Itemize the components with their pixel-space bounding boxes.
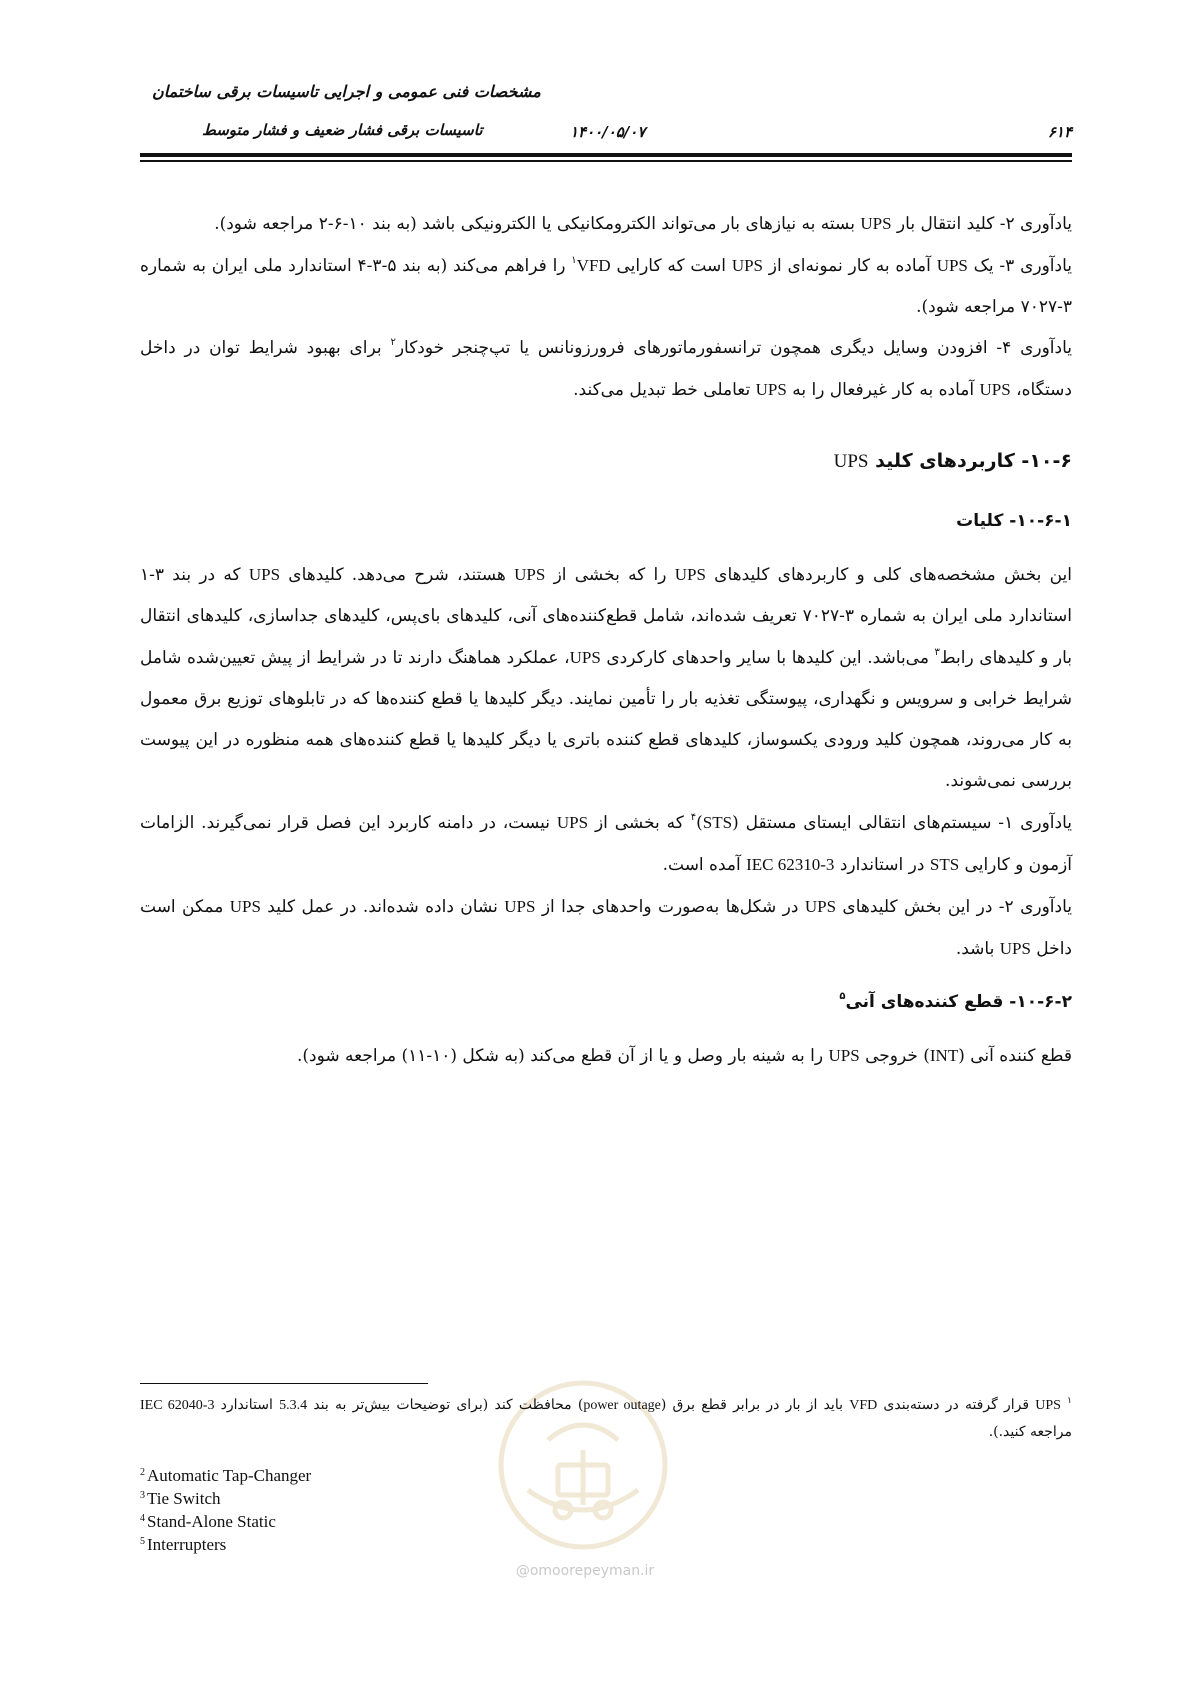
book-title: مشخصات فنی عمومی و اجرایی تاسیسات برقی ساختمان bbox=[152, 82, 541, 101]
text-run: که بخشی از bbox=[588, 813, 691, 833]
text-run: قطع کننده آنی ( bbox=[958, 1046, 1072, 1066]
footnote-item bbox=[140, 1510, 311, 1533]
text-run: برای بهبود شرایط توان در داخل دستگاه، bbox=[140, 338, 1072, 400]
text-run: تعاملی خط تبدیل می‌کند. bbox=[573, 380, 756, 400]
standard-ref: IEC 62040-3 bbox=[140, 1398, 215, 1413]
clause-number: 5.3.4 bbox=[279, 1398, 308, 1413]
term-ups: UPS bbox=[755, 380, 787, 399]
text-run: باید از بار در برابر قطع برق ( bbox=[660, 1397, 850, 1413]
term-power-outage: power outage bbox=[583, 1398, 661, 1413]
text-run: را که بخشی از bbox=[545, 565, 675, 585]
text-run: یادآوری ۲- کلید انتقال بار bbox=[891, 214, 1072, 234]
term-ups: UPS bbox=[979, 380, 1011, 399]
footnote-text: Automatic Tap-Changer bbox=[147, 1466, 312, 1485]
text-run: استاندارد bbox=[214, 1397, 280, 1413]
text-run: یادآوری ۴- افزودن وسایل دیگری همچون ترانسفورماتورهای فرورزونانس یا تپ‌چنجر خودکار bbox=[395, 338, 1073, 358]
text-run: هستند، شرح می‌دهد. کلیدهای bbox=[280, 565, 515, 585]
text-run: را به شینه بار وصل و یا از آن قطع می‌کند (به شکل (۱۰-۱۱) مراجعه شود). bbox=[296, 1046, 829, 1066]
term-ups: UPS bbox=[731, 256, 763, 275]
text-run: است که کارایی bbox=[610, 256, 732, 276]
footnote-text: Interrupters bbox=[147, 1535, 227, 1554]
term-ups: UPS bbox=[556, 813, 589, 832]
term-ups: UPS bbox=[569, 648, 601, 667]
term-sts: STS bbox=[702, 813, 733, 832]
subsection-heading-general: ۱۰-۶-۱- کلیات bbox=[956, 511, 1072, 531]
subsection-heading-interrupters bbox=[140, 982, 1072, 1023]
footnote-marker: 4 bbox=[140, 1513, 145, 1524]
footnote-marker: 2 bbox=[140, 1467, 145, 1478]
text-run: را فراهم می‌کند (به بند ۵-۳-۴ استاندارد ملی ایران به شماره ۳-۷۰۲۷ مراجعه شود). bbox=[140, 256, 1072, 317]
footnote-ref[interactable]: ۲ bbox=[390, 337, 396, 348]
heading-text: ۱۰-۶- کاربردهای کلید bbox=[868, 450, 1072, 472]
text-run: در شکل‌ها به‌صورت واحدهای جدا از bbox=[535, 897, 805, 917]
footnotes-latin bbox=[140, 1464, 311, 1556]
note-3-paragraph bbox=[140, 245, 1072, 328]
text-run: آمده است. bbox=[662, 855, 747, 875]
text-run: در استاندارد bbox=[834, 855, 930, 875]
text-run: ممکن است داخل bbox=[140, 897, 1072, 959]
text-run: نشان داده شده‌اند. در عمل کلید bbox=[260, 897, 505, 917]
footnote-ref[interactable]: ۳ bbox=[934, 647, 940, 658]
text-run: ) bbox=[696, 813, 703, 833]
text-run: آماده به کار غیرفعال را به bbox=[786, 380, 980, 400]
text-run: ، عملکرد هماهنگ دارند تا در شرایط از پیش تعیین‌شده شامل شرایط خرابی و سرویس و نگهداری، پیوستگی تغذیه بار را تأمین نمایند. دیگر کلیدها یا قطع کننده‌ها که در تابلوهای توزیع برق معمول به کار می‌روند، همچون کلید ورودی یکسوساز، کلیدهای قطع کننده باتری یا دیگر کلیدها یا قطع کننده‌های همه منظوره در این پیوست بررسی نمی‌شوند. bbox=[140, 648, 1072, 791]
text-run: مراجعه کنید.). bbox=[988, 1424, 1072, 1440]
footnote-ref[interactable]: ۱ bbox=[571, 255, 577, 266]
text-run: ) محافظت کند (برای توضیحات بیش‌تر به بند bbox=[307, 1397, 584, 1413]
term-ups: UPS bbox=[514, 565, 546, 584]
footnote-marker: 5 bbox=[140, 1536, 145, 1547]
text-run: آماده به کار نمونه‌ای از bbox=[763, 256, 937, 276]
text-run: بسته به نیازهای بار می‌تواند الکترومکانیکی یا الکترونیکی باشد (به بند ۱۰-۶-۲ مراجعه شود). bbox=[214, 214, 861, 234]
text-run: قرار گرفته در دسته‌بندی bbox=[877, 1397, 1036, 1413]
term-ups: UPS bbox=[1035, 1398, 1061, 1413]
text-run: یادآوری ۳- یک bbox=[967, 256, 1072, 276]
term-ups: UPS bbox=[674, 565, 706, 584]
term-ups: UPS bbox=[828, 1046, 860, 1065]
term-ups: UPS bbox=[248, 565, 281, 584]
footnote-item bbox=[140, 1487, 311, 1510]
footnote-marker: ۱ bbox=[1067, 1396, 1072, 1406]
header-meta-row bbox=[140, 121, 1072, 145]
text-run: نیست، در دامنه کاربرد این فصل قرار نمی‌گیرند. الزامات آزمون و کارایی bbox=[140, 813, 1072, 875]
text-run: می‌باشد. این کلیدها با سایر واحدهای کارکردی bbox=[600, 648, 935, 668]
watermark-site: @omoorepeyman.ir bbox=[515, 1563, 655, 1579]
text-run: این بخش مشخصه‌های کلی و کاربردهای کلیدهای bbox=[705, 565, 1073, 585]
footnote-ref[interactable]: ۵ bbox=[839, 991, 846, 1002]
footnote-text: Stand-Alone Static bbox=[147, 1512, 276, 1531]
heading-text: ۱۰-۶-۲- قطع کننده‌های آنی bbox=[845, 992, 1072, 1012]
note-2b-paragraph bbox=[140, 886, 1072, 970]
term-ups: UPS bbox=[833, 451, 869, 472]
text-run: باشد. bbox=[955, 939, 1000, 959]
section-subtitle: تاسیسات برقی فشار ضعیف و فشار متوسط bbox=[202, 121, 483, 139]
footnote-item bbox=[140, 1464, 311, 1487]
footnote-separator bbox=[140, 1383, 428, 1384]
note-4-paragraph bbox=[140, 328, 1072, 411]
revision-date: ۱۴۰۰/۰۵/۰۷ bbox=[570, 123, 646, 141]
term-ups: UPS bbox=[504, 897, 536, 916]
term-sts: STS bbox=[929, 855, 960, 874]
standard-ref: IEC 62310-3 bbox=[746, 855, 835, 874]
note-1-paragraph bbox=[140, 802, 1072, 886]
general-paragraph bbox=[140, 554, 1072, 802]
interrupter-paragraph bbox=[140, 1035, 1072, 1077]
note-2-paragraph bbox=[140, 203, 1072, 245]
term-ups: UPS bbox=[860, 214, 892, 233]
header-rule-thick bbox=[140, 153, 1072, 157]
footnote-1 bbox=[140, 1392, 1072, 1445]
text-run: یادآوری ۱- سیستم‌های انتقالی ایستای مستقل ( bbox=[732, 813, 1073, 833]
header-rule-thin bbox=[140, 160, 1072, 162]
term-ups: UPS bbox=[229, 897, 261, 916]
term-ups: UPS bbox=[804, 897, 837, 916]
term-ups: UPS bbox=[999, 939, 1031, 958]
body-text bbox=[140, 203, 1072, 1077]
page-number: ۶۱۴ bbox=[1047, 123, 1072, 141]
running-header bbox=[140, 78, 1072, 163]
footnote-item bbox=[140, 1533, 311, 1556]
text-run: ) خروجی bbox=[859, 1046, 930, 1066]
text-run: یادآوری ۲- در این بخش کلیدهای bbox=[836, 897, 1072, 917]
term-vfd: VFD bbox=[849, 1398, 878, 1413]
term-vfd: VFD bbox=[576, 256, 611, 275]
footnote-marker: 3 bbox=[140, 1490, 145, 1501]
text-run: که در بند ۳-۱ استاندارد ملی ایران به شماره ۳-۷۰۲۷ تعریف شده‌اند، شامل قطع‌کننده‌های آنی، کلیدهای بای‌پس، کلیدهای جداسازی، کلیدهای انتقال بار و کلیدهای رابط bbox=[140, 565, 1072, 668]
footnote-text: Tie Switch bbox=[147, 1489, 221, 1508]
footnote-ref[interactable]: ۴ bbox=[690, 812, 697, 823]
term-int: INT bbox=[929, 1046, 959, 1065]
term-ups: UPS bbox=[936, 256, 968, 275]
section-heading bbox=[140, 441, 1072, 482]
